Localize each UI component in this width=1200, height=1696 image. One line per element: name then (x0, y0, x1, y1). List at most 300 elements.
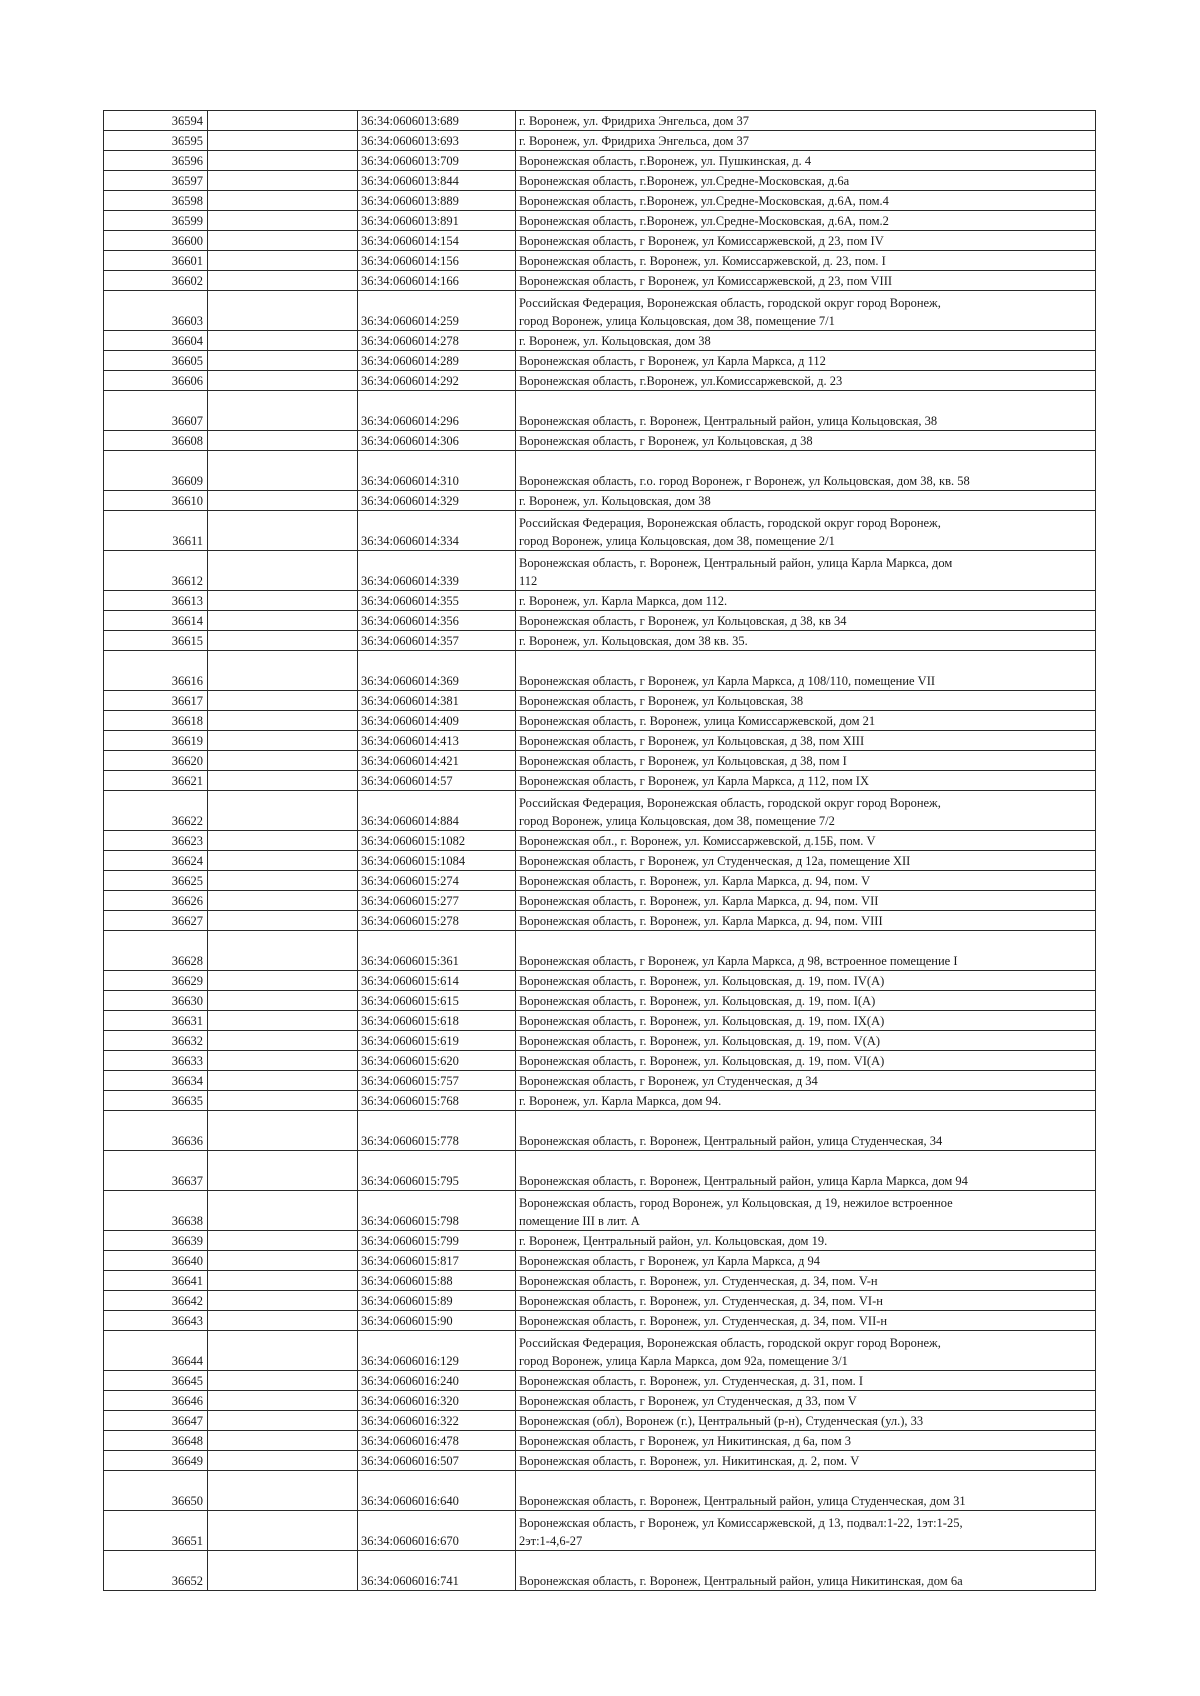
address-cell (516, 1271, 1096, 1291)
cadastral-number-cell: 36:34:0606014:355 (358, 591, 516, 611)
row-number-cell: 36613 (104, 591, 208, 611)
address-line: Российская Федерация, Воронежская область, городской округ город Воронеж, (519, 796, 941, 810)
cadastral-number-cell: 36:34:0606016:670 (358, 1511, 516, 1551)
empty-cell (208, 611, 358, 631)
address-cell (516, 1071, 1096, 1091)
address-line: Воронежская область, г Воронеж, ул Карла Маркса, д 112, пом IX (519, 774, 869, 788)
address-cell (516, 591, 1096, 611)
address-cell (516, 551, 1096, 591)
cadastral-number-cell: 36:34:0606015:89 (358, 1291, 516, 1311)
address-line: Воронежская область, г. Воронеж, ул. Комиссаржевской, д. 23, пом. I (519, 254, 886, 268)
cadastral-number-cell: 36:34:0606013:889 (358, 191, 516, 211)
address-line: Воронежская область, г Воронеж, ул Карла Маркса, д 94 (519, 1254, 821, 1268)
row-number-cell: 36603 (104, 291, 208, 331)
cadastral-number-cell: 36:34:0606015:615 (358, 991, 516, 1011)
address-line: Воронежская область, г Воронеж, ул Карла Маркса, д 112 (519, 354, 826, 368)
address-line: 2эт:1-4,6-27 (519, 1534, 583, 1548)
table-row (104, 371, 1096, 391)
cadastral-number-cell: 36:34:0606015:817 (358, 1251, 516, 1271)
table-row (104, 631, 1096, 651)
empty-cell (208, 231, 358, 251)
row-number-cell: 36644 (104, 1331, 208, 1371)
row-number-cell: 36630 (104, 991, 208, 1011)
cadastral-number-cell: 36:34:0606015:619 (358, 1031, 516, 1051)
table-row (104, 451, 1096, 491)
address-line: город Воронеж, улица Кольцовская, дом 38, помещение 7/1 (519, 314, 835, 328)
table-row (104, 651, 1096, 691)
address-line: Воронежская область, г. Воронеж, ул. Студенческая, д. 34, пом. V-н (519, 1274, 878, 1288)
address-cell (516, 191, 1096, 211)
table-row (104, 851, 1096, 871)
empty-cell (208, 1511, 358, 1551)
empty-cell (208, 491, 358, 511)
table-row (104, 391, 1096, 431)
address-cell (516, 1451, 1096, 1471)
row-number-cell: 36633 (104, 1051, 208, 1071)
empty-cell (208, 1371, 358, 1391)
address-line: Воронежская область, г Воронеж, ул Студенческая, д 12а, помещение XII (519, 854, 911, 868)
address-line: город Воронеж, улица Кольцовская, дом 38, помещение 2/1 (519, 534, 835, 548)
cadastral-number-cell: 36:34:0606014:156 (358, 251, 516, 271)
row-number-cell: 36607 (104, 391, 208, 431)
empty-cell (208, 1471, 358, 1511)
row-number-cell: 36596 (104, 151, 208, 171)
address-cell (516, 771, 1096, 791)
empty-cell (208, 591, 358, 611)
cadastral-number-cell: 36:34:0606015:799 (358, 1231, 516, 1251)
cadastral-number-cell: 36:34:0606015:278 (358, 911, 516, 931)
address-line: Воронежская область, г. Воронеж, Центральный район, улица Карла Маркса, дом (519, 556, 953, 570)
address-cell (516, 431, 1096, 451)
cadastral-number-cell: 36:34:0606015:88 (358, 1271, 516, 1291)
address-line: Воронежская область, г. Воронеж, Центральный район, улица Никитинская, дом 6а (519, 1574, 963, 1588)
row-number-cell: 36602 (104, 271, 208, 291)
cadastral-number-cell: 36:34:0606016:640 (358, 1471, 516, 1511)
table-row (104, 331, 1096, 351)
address-cell (516, 971, 1096, 991)
address-line: г. Воронеж, ул. Карла Маркса, дом 112. (519, 594, 728, 608)
table-row (104, 151, 1096, 171)
address-line: г. Воронеж, ул. Кольцовская, дом 38 (519, 494, 711, 508)
address-cell (516, 611, 1096, 631)
empty-cell (208, 691, 358, 711)
table-row (104, 831, 1096, 851)
registry-table (103, 110, 1096, 1591)
row-number-cell: 36616 (104, 651, 208, 691)
empty-cell (208, 991, 358, 1011)
row-number-cell: 36625 (104, 871, 208, 891)
cadastral-number-cell: 36:34:0606014:421 (358, 751, 516, 771)
table-row (104, 211, 1096, 231)
table-row (104, 591, 1096, 611)
address-line: Воронежская область, г Воронеж, ул Кольцовская, д 38 (519, 434, 813, 448)
empty-cell (208, 511, 358, 551)
address-cell (516, 231, 1096, 251)
row-number-cell: 36628 (104, 931, 208, 971)
row-number-cell: 36622 (104, 791, 208, 831)
row-number-cell: 36634 (104, 1071, 208, 1091)
row-number-cell: 36627 (104, 911, 208, 931)
address-line: Воронежская область, г.Воронеж, ул.Средне-Московская, д.6А, пом.4 (519, 194, 889, 208)
address-cell (516, 1371, 1096, 1391)
table-row (104, 511, 1096, 551)
row-number-cell: 36650 (104, 1471, 208, 1511)
empty-cell (208, 1231, 358, 1251)
address-cell (516, 1231, 1096, 1251)
empty-cell (208, 971, 358, 991)
address-line: город Воронеж, улица Кольцовская, дом 38, помещение 7/2 (519, 814, 835, 828)
address-line: Воронежская область, г.Воронеж, ул.Комиссаржевской, д. 23 (519, 374, 843, 388)
row-number-cell: 36619 (104, 731, 208, 751)
cadastral-number-cell: 36:34:0606013:693 (358, 131, 516, 151)
address-line: Воронежская область, г. Воронеж, ул. Карла Маркса, д. 94, пом. VII (519, 894, 879, 908)
table-row (104, 1331, 1096, 1371)
table-row (104, 1391, 1096, 1411)
cadastral-number-cell: 36:34:0606016:320 (358, 1391, 516, 1411)
row-number-cell: 36651 (104, 1511, 208, 1551)
cadastral-number-cell: 36:34:0606016:129 (358, 1331, 516, 1371)
cadastral-number-cell: 36:34:0606015:795 (358, 1151, 516, 1191)
row-number-cell: 36648 (104, 1431, 208, 1451)
row-number-cell: 36594 (104, 111, 208, 131)
address-cell (516, 991, 1096, 1011)
row-number-cell: 36631 (104, 1011, 208, 1031)
address-cell (516, 171, 1096, 191)
cadastral-number-cell: 36:34:0606014:381 (358, 691, 516, 711)
row-number-cell: 36598 (104, 191, 208, 211)
empty-cell (208, 1151, 358, 1191)
cadastral-number-cell: 36:34:0606015:778 (358, 1111, 516, 1151)
empty-cell (208, 1111, 358, 1151)
address-cell (516, 1411, 1096, 1431)
row-number-cell: 36629 (104, 971, 208, 991)
cadastral-number-cell: 36:34:0606013:689 (358, 111, 516, 131)
row-number-cell: 36606 (104, 371, 208, 391)
table-row (104, 611, 1096, 631)
cadastral-number-cell: 36:34:0606015:757 (358, 1071, 516, 1091)
cadastral-number-cell: 36:34:0606014:884 (358, 791, 516, 831)
address-line: г. Воронеж, ул. Фридриха Энгельса, дом 37 (519, 134, 750, 148)
address-line: Воронежская область, г. Воронеж, ул. Студенческая, д. 31, пом. I (519, 1374, 864, 1388)
address-cell (516, 511, 1096, 551)
address-line: Воронежская область, город Воронеж, ул Кольцовская, д 19, нежилое встроенное (519, 1196, 953, 1210)
empty-cell (208, 111, 358, 131)
address-cell (516, 491, 1096, 511)
table-row (104, 1031, 1096, 1051)
address-cell (516, 1511, 1096, 1551)
cadastral-number-cell: 36:34:0606014:413 (358, 731, 516, 751)
address-line: Воронежская область, г Воронеж, ул Комиссаржевской, д 23, пом VIII (519, 274, 893, 288)
empty-cell (208, 171, 358, 191)
empty-cell (208, 191, 358, 211)
address-line: Воронежская область, г.о. город Воронеж, г Воронеж, ул Кольцовская, дом 38, кв. 58 (519, 474, 970, 488)
address-line: Воронежская область, г. Воронеж, Центральный район, улица Карла Маркса, дом 94 (519, 1174, 968, 1188)
empty-cell (208, 131, 358, 151)
cadastral-number-cell: 36:34:0606014:259 (358, 291, 516, 331)
row-number-cell: 36609 (104, 451, 208, 491)
row-number-cell: 36595 (104, 131, 208, 151)
row-number-cell: 36624 (104, 851, 208, 871)
empty-cell (208, 1071, 358, 1091)
address-cell (516, 1011, 1096, 1031)
empty-cell (208, 771, 358, 791)
address-line: Воронежская область, г Воронеж, ул Карла Маркса, д 108/110, помещение VII (519, 674, 936, 688)
address-cell (516, 1031, 1096, 1051)
table-row (104, 791, 1096, 831)
table-row (104, 1291, 1096, 1311)
row-number-cell: 36638 (104, 1191, 208, 1231)
address-cell (516, 291, 1096, 331)
table-row (104, 1311, 1096, 1331)
row-number-cell: 36652 (104, 1551, 208, 1591)
table-row (104, 1111, 1096, 1151)
address-line: Российская Федерация, Воронежская область, городской округ город Воронеж, (519, 516, 941, 530)
empty-cell (208, 551, 358, 591)
empty-cell (208, 851, 358, 871)
address-cell (516, 851, 1096, 871)
empty-cell (208, 371, 358, 391)
address-cell (516, 1151, 1096, 1191)
table-row (104, 1051, 1096, 1071)
table-row (104, 1271, 1096, 1291)
empty-cell (208, 791, 358, 831)
cadastral-number-cell: 36:34:0606016:240 (358, 1371, 516, 1391)
row-number-cell: 36626 (104, 891, 208, 911)
empty-cell (208, 1331, 358, 1371)
address-cell (516, 651, 1096, 691)
address-line: Воронежская область, г. Воронеж, Центральный район, улица Студенческая, дом 31 (519, 1494, 966, 1508)
address-cell (516, 1291, 1096, 1311)
row-number-cell: 36647 (104, 1411, 208, 1431)
address-line: Воронежская область, г Воронеж, ул Карла Маркса, д 98, встроенное помещение I (519, 954, 958, 968)
cadastral-number-cell: 36:34:0606015:618 (358, 1011, 516, 1031)
table-row (104, 691, 1096, 711)
row-number-cell: 36612 (104, 551, 208, 591)
address-line: Воронежская область, г. Воронеж, улица Комиссаржевской, дом 21 (519, 714, 876, 728)
empty-cell (208, 331, 358, 351)
table-row (104, 1451, 1096, 1471)
address-line: Воронежская (обл), Воронеж (г.), Центральный (р-н), Студенческая (ул.), 33 (519, 1414, 924, 1428)
address-line: Воронежская область, г. Воронеж, ул. Студенческая, д. 34, пом. VI-н (519, 1294, 883, 1308)
cadastral-number-cell: 36:34:0606014:166 (358, 271, 516, 291)
address-cell (516, 1311, 1096, 1331)
empty-cell (208, 1271, 358, 1291)
address-cell (516, 691, 1096, 711)
registry-table-body (104, 111, 1096, 1591)
row-number-cell: 36635 (104, 1091, 208, 1111)
row-number-cell: 36645 (104, 1371, 208, 1391)
address-cell (516, 111, 1096, 131)
empty-cell (208, 651, 358, 691)
empty-cell (208, 151, 358, 171)
empty-cell (208, 1191, 358, 1231)
table-row (104, 1251, 1096, 1271)
table-row (104, 931, 1096, 971)
row-number-cell: 36637 (104, 1151, 208, 1191)
table-row (104, 491, 1096, 511)
cadastral-number-cell: 36:34:0606014:306 (358, 431, 516, 451)
address-cell (516, 1431, 1096, 1451)
row-number-cell: 36643 (104, 1311, 208, 1331)
address-cell (516, 891, 1096, 911)
cadastral-number-cell: 36:34:0606014:334 (358, 511, 516, 551)
row-number-cell: 36614 (104, 611, 208, 631)
empty-cell (208, 751, 358, 771)
table-row (104, 871, 1096, 891)
row-number-cell: 36641 (104, 1271, 208, 1291)
row-number-cell: 36646 (104, 1391, 208, 1411)
row-number-cell: 36640 (104, 1251, 208, 1271)
address-line: г. Воронеж, ул. Кольцовская, дом 38 (519, 334, 711, 348)
table-row (104, 131, 1096, 151)
cadastral-number-cell: 36:34:0606014:289 (358, 351, 516, 371)
address-line: Воронежская область, г Воронеж, ул Комиссаржевской, д 23, пом IV (519, 234, 884, 248)
table-row (104, 1231, 1096, 1251)
row-number-cell: 36605 (104, 351, 208, 371)
address-cell (516, 371, 1096, 391)
cadastral-number-cell: 36:34:0606015:1082 (358, 831, 516, 851)
empty-cell (208, 271, 358, 291)
address-line: Воронежская область, г.Воронеж, ул.Средне-Московская, д.6А, пом.2 (519, 214, 889, 228)
cadastral-number-cell: 36:34:0606014:296 (358, 391, 516, 431)
address-cell (516, 391, 1096, 431)
table-row (104, 1511, 1096, 1551)
address-cell (516, 791, 1096, 831)
empty-cell (208, 1291, 358, 1311)
address-line: Воронежская обл., г. Воронеж, ул. Комиссаржевской, д.15Б, пом. V (519, 834, 876, 848)
address-cell (516, 711, 1096, 731)
cadastral-number-cell: 36:34:0606015:798 (358, 1191, 516, 1231)
table-row (104, 351, 1096, 371)
address-line: Воронежская область, г.Воронеж, ул. Пушкинская, д. 4 (519, 154, 812, 168)
empty-cell (208, 1011, 358, 1031)
empty-cell (208, 731, 358, 751)
address-line: Российская Федерация, Воронежская область, городской округ город Воронеж, (519, 1336, 941, 1350)
address-cell (516, 1551, 1096, 1591)
address-cell (516, 1471, 1096, 1511)
row-number-cell: 36601 (104, 251, 208, 271)
row-number-cell: 36617 (104, 691, 208, 711)
cadastral-number-cell: 36:34:0606015:768 (358, 1091, 516, 1111)
address-cell (516, 131, 1096, 151)
empty-cell (208, 1031, 358, 1051)
address-line: Воронежская область, г. Воронеж, ул. Кольцовская, д. 19, пом. IV(А) (519, 974, 885, 988)
table-row (104, 551, 1096, 591)
address-line: Воронежская область, г. Воронеж, Центральный район, улица Кольцовская, 38 (519, 414, 938, 428)
empty-cell (208, 251, 358, 271)
cadastral-number-cell: 36:34:0606015:614 (358, 971, 516, 991)
address-line: помещение III в лит. А (519, 1214, 640, 1228)
cadastral-number-cell: 36:34:0606013:891 (358, 211, 516, 231)
table-row (104, 751, 1096, 771)
cadastral-number-cell: 36:34:0606015:361 (358, 931, 516, 971)
table-row (104, 1431, 1096, 1451)
empty-cell (208, 291, 358, 331)
row-number-cell: 36642 (104, 1291, 208, 1311)
address-cell (516, 351, 1096, 371)
address-line: Воронежская область, г Воронеж, ул Студенческая, д 34 (519, 1074, 818, 1088)
address-line: г. Воронеж, ул. Карла Маркса, дом 94. (519, 1094, 722, 1108)
row-number-cell: 36604 (104, 331, 208, 351)
table-row (104, 731, 1096, 751)
address-line: Воронежская область, г. Воронеж, ул. Карла Маркса, д. 94, пом. V (519, 874, 871, 888)
cadastral-number-cell: 36:34:0606014:310 (358, 451, 516, 491)
address-cell (516, 931, 1096, 971)
cadastral-number-cell: 36:34:0606015:277 (358, 891, 516, 911)
cadastral-number-cell: 36:34:0606016:322 (358, 1411, 516, 1431)
address-line: 112 (519, 574, 538, 588)
table-row (104, 191, 1096, 211)
table-row (104, 1091, 1096, 1111)
empty-cell (208, 711, 358, 731)
address-line: г. Воронеж, ул. Фридриха Энгельса, дом 37 (519, 114, 750, 128)
address-line: г. Воронеж, Центральный район, ул. Кольцовская, дом 19. (519, 1234, 828, 1248)
cadastral-number-cell: 36:34:0606014:409 (358, 711, 516, 731)
row-number-cell: 36621 (104, 771, 208, 791)
row-number-cell: 36608 (104, 431, 208, 451)
table-row (104, 271, 1096, 291)
empty-cell (208, 911, 358, 931)
address-line: Воронежская область, г Воронеж, ул Никитинская, д 6а, пом 3 (519, 1434, 851, 1448)
address-cell (516, 871, 1096, 891)
empty-cell (208, 451, 358, 491)
cadastral-number-cell: 36:34:0606014:369 (358, 651, 516, 691)
table-row (104, 1191, 1096, 1231)
cadastral-number-cell: 36:34:0606014:57 (358, 771, 516, 791)
row-number-cell: 36632 (104, 1031, 208, 1051)
row-number-cell: 36620 (104, 751, 208, 771)
row-number-cell: 36636 (104, 1111, 208, 1151)
address-cell (516, 211, 1096, 231)
cadastral-number-cell: 36:34:0606014:329 (358, 491, 516, 511)
address-cell (516, 151, 1096, 171)
row-number-cell: 36597 (104, 171, 208, 191)
address-line: Воронежская область, г Воронеж, ул Кольцовская, д 38, пом I (519, 754, 847, 768)
address-cell (516, 911, 1096, 931)
table-row (104, 431, 1096, 451)
cadastral-number-cell: 36:34:0606014:356 (358, 611, 516, 631)
cadastral-number-cell: 36:34:0606014:357 (358, 631, 516, 651)
table-row (104, 1371, 1096, 1391)
row-number-cell: 36615 (104, 631, 208, 651)
row-number-cell: 36649 (104, 1451, 208, 1471)
row-number-cell: 36610 (104, 491, 208, 511)
cadastral-number-cell: 36:34:0606015:620 (358, 1051, 516, 1071)
row-number-cell: 36639 (104, 1231, 208, 1251)
cadastral-number-cell: 36:34:0606016:741 (358, 1551, 516, 1591)
address-cell (516, 1111, 1096, 1151)
table-row (104, 771, 1096, 791)
table-row (104, 231, 1096, 251)
address-cell (516, 271, 1096, 291)
table-row (104, 1551, 1096, 1591)
address-cell (516, 1191, 1096, 1231)
empty-cell (208, 1411, 358, 1431)
address-line: Воронежская область, г. Воронеж, ул. Карла Маркса, д. 94, пом. VIII (519, 914, 883, 928)
row-number-cell: 36599 (104, 211, 208, 231)
table-row (104, 1071, 1096, 1091)
cadastral-number-cell: 36:34:0606014:339 (358, 551, 516, 591)
empty-cell (208, 631, 358, 651)
empty-cell (208, 1551, 358, 1591)
address-cell (516, 1051, 1096, 1071)
address-cell (516, 831, 1096, 851)
address-line: Воронежская область, г.Воронеж, ул.Средне-Московская, д.6а (519, 174, 850, 188)
address-cell (516, 251, 1096, 271)
row-number-cell: 36611 (104, 511, 208, 551)
empty-cell (208, 351, 358, 371)
address-cell (516, 451, 1096, 491)
